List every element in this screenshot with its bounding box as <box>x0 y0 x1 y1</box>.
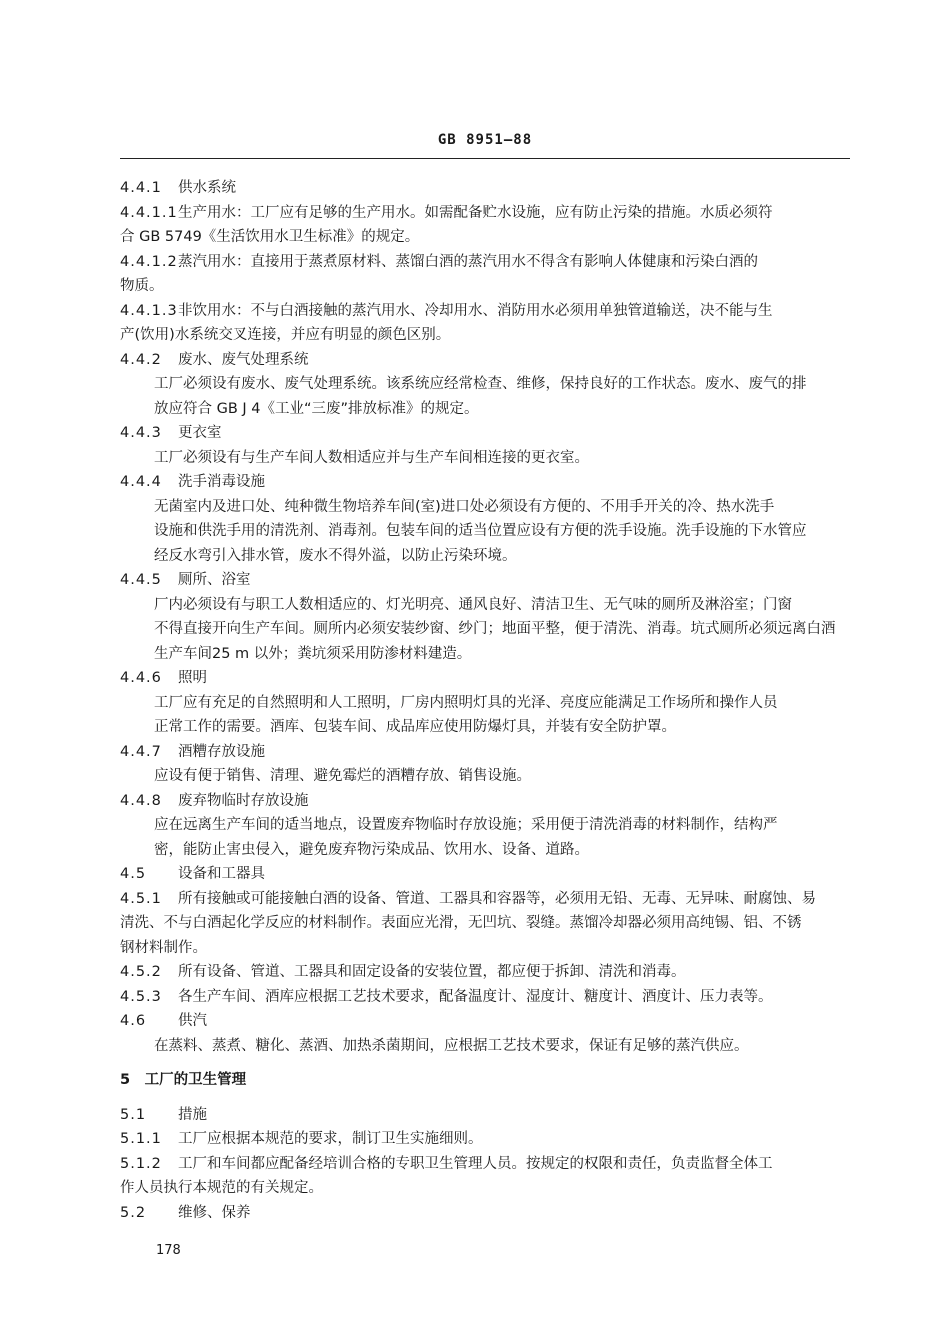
clause-number: 4.4.1.1 <box>120 204 178 221</box>
clause-number: 4.6 <box>120 1013 147 1029</box>
clause-title: 厕所、浴室 <box>178 572 251 588</box>
clause-number: 5.1.1 <box>120 1131 162 1147</box>
clause-number: 5.1.2 <box>120 1155 162 1172</box>
clause-title: 维修、保养 <box>178 1204 251 1221</box>
clause-number: 4.4.2 <box>120 351 162 368</box>
clause-line <box>120 960 850 985</box>
page-header: GB 8951—88 <box>437 132 533 148</box>
clause-title: 供水系统 <box>178 180 236 196</box>
clause-title: 照明 <box>178 670 207 686</box>
paragraph-line: 工厂应有充足的自然照明和人工照明，厂房内照明灯具的光泽、亮度应能满足工作场所和操作人员 <box>154 694 778 711</box>
clause-title: 废水、废气处理系统 <box>178 351 309 368</box>
clause-line <box>120 985 850 1010</box>
clause-text: 作人员执行本规范的有关规定。 <box>120 1180 323 1196</box>
paragraph-line: 无菌室内及进口处、纯种微生物培养车间(室)进口处必须设有方便的、不用手开关的冷、热水洗手 <box>154 498 775 515</box>
clause-heading <box>120 740 850 765</box>
clause-heading <box>120 1201 850 1226</box>
clause-line <box>120 1176 850 1201</box>
clause-number: 4.4.6 <box>120 670 162 686</box>
clause-title: 废弃物临时存放设施 <box>178 792 309 809</box>
document-body <box>120 176 850 1225</box>
paragraph-line: 正常工作的需要。酒库、包装车间、成品库应使用防爆灯具，并装有安全防护罩。 <box>154 719 676 735</box>
clause-text: 产(饮用)水系统交叉连接，并应有明显的颜色区别。 <box>120 327 451 343</box>
clause-line <box>120 1152 850 1177</box>
clause-line <box>120 201 850 226</box>
clause-title: 措施 <box>178 1106 207 1123</box>
paragraph-line: 应设有便于销售、清理、避免霉烂的酒糟存放、销售设施。 <box>154 768 531 784</box>
clause-title: 更衣室 <box>178 425 222 441</box>
paragraph-line: 生产车间25 m 以外；粪坑须采用防渗材料建造。 <box>154 645 472 662</box>
clause-heading <box>120 862 850 887</box>
paragraph-line: 厂内必须设有与职工人数相适应的、灯光明亮、通风良好、清洁卫生、无气味的厕所及淋浴室；门窗 <box>154 596 792 613</box>
clause-line <box>120 250 850 275</box>
clause-text: 所有设备、管道、工器具和固定设备的安装位置，都应便于拆卸、清洗和消毒。 <box>178 964 686 980</box>
clause-number: 4.4.7 <box>120 743 162 760</box>
paragraph-line: 应在远离生产车间的适当地点，设置废弃物临时存放设施；采用便于清洗消毒的材料制作，结构严 <box>154 817 778 833</box>
clause-line <box>120 274 850 299</box>
clause-number: 4.5 <box>120 866 147 882</box>
clause-text: 生产用水：工厂应有足够的生产用水。如需配备贮水设施，应有防止污染的措施。水质必须符 <box>178 204 773 221</box>
clause-heading <box>120 348 850 373</box>
clause-line <box>120 299 850 324</box>
paragraph-line: 在蒸料、蒸煮、糖化、蒸酒、加热杀菌期间，应根据工艺技术要求，保证有足够的蒸汽供应。 <box>154 1037 749 1054</box>
clause-heading <box>120 666 850 691</box>
paragraph-line: 工厂必须设有与生产车间人数相适应并与生产车间相连接的更衣室。 <box>154 449 589 466</box>
clause-line <box>120 911 850 936</box>
clause-heading <box>120 176 850 201</box>
header-rule <box>120 158 850 159</box>
clause-line <box>120 1127 850 1152</box>
clause-heading <box>120 1009 850 1034</box>
paragraph-line: 经反水弯引入排水管，废水不得外溢，以防止污染环境。 <box>154 547 517 564</box>
clause-number: 5.2 <box>120 1204 147 1221</box>
clause-heading <box>120 421 850 446</box>
clause-line <box>120 936 850 961</box>
section-heading: 5 工厂的卫生管理 <box>120 1072 247 1088</box>
clause-number: 4.5.3 <box>120 988 162 1005</box>
clause-number: 4.5.1 <box>120 890 162 907</box>
clause-text: 蒸汽用水：直接用于蒸煮原材料、蒸馏白酒的蒸汽用水不得含有影响人体健康和污染白酒的 <box>178 253 758 270</box>
clause-title: 洗手消毒设施 <box>178 474 265 490</box>
clause-title: 酒糟存放设施 <box>178 743 265 760</box>
clause-title: 设备和工器具 <box>178 866 265 882</box>
clause-text: 非饮用水：不与白酒接触的蒸汽用水、冷却用水、消防用水必须用单独管道输送，决不能与生 <box>178 302 773 319</box>
clause-number: 4.4.1.2 <box>120 253 178 270</box>
clause-heading <box>120 470 850 495</box>
clause-heading <box>120 1103 850 1128</box>
clause-text: 物质。 <box>120 278 164 294</box>
clause-title: 供汽 <box>178 1013 207 1029</box>
clause-heading <box>120 568 850 593</box>
clause-text: 工厂和车间都应配备经培训合格的专职卫生管理人员。按规定的权限和责任，负责监督全体工 <box>178 1155 773 1172</box>
clause-text: 钢材料制作。 <box>120 939 207 956</box>
clause-number: 4.4.4 <box>120 474 162 490</box>
clause-heading <box>120 789 850 814</box>
paragraph-line: 不得直接开向生产车间。厕所内必须安装纱窗、纱门；地面平整，便于清洗、消毒。坑式厕所必须远离白酒 <box>154 621 836 637</box>
clause-text: 工厂应根据本规范的要求，制订卫生实施细则。 <box>178 1131 483 1147</box>
clause-number: 4.4.3 <box>120 425 162 441</box>
clause-number: 4.5.2 <box>120 964 162 980</box>
clause-text: 合 GB 5749《生活饮用水卫生标准》的规定。 <box>120 229 420 245</box>
paragraph-line: 密，能防止害虫侵入，避免废弃物污染成品、饮用水、设备、道路。 <box>154 841 589 858</box>
paragraph-line: 工厂必须设有废水、废气处理系统。该系统应经常检查、维修，保持良好的工作状态。废水、废气的排 <box>154 376 807 392</box>
clause-text: 各生产车间、酒库应根据工艺技术要求，配备温度计、湿度计、糖度计、酒度计、压力表等。 <box>178 988 773 1005</box>
clause-number: 4.4.1.3 <box>120 302 178 319</box>
clause-number: 5.1 <box>120 1106 147 1123</box>
clause-line <box>120 323 850 348</box>
clause-text: 清洗、不与白酒起化学反应的材料制作。表面应光滑，无凹坑、裂缝。蒸馏冷却器必须用高纯锡、铝、不锈 <box>120 915 802 931</box>
clause-number: 4.4.8 <box>120 792 162 809</box>
clause-number: 4.4.1 <box>120 180 162 196</box>
clause-text: 所有接触或可能接触白酒的设备、管道、工器具和容器等，必须用无铅、无毒、无异味、耐腐蚀、易 <box>178 890 816 907</box>
clause-number: 4.4.5 <box>120 572 162 588</box>
clause-line <box>120 887 850 912</box>
paragraph-line: 放应符合 GB J 4《工业“三废”排放标准》的规定。 <box>154 400 479 417</box>
page-number: 178 <box>156 1243 181 1258</box>
paragraph-line: 设施和供洗手用的清洗剂、消毒剂。包装车间的适当位置应设有方便的洗手设施。洗手设施的下水管应 <box>154 523 807 539</box>
clause-line <box>120 225 850 250</box>
